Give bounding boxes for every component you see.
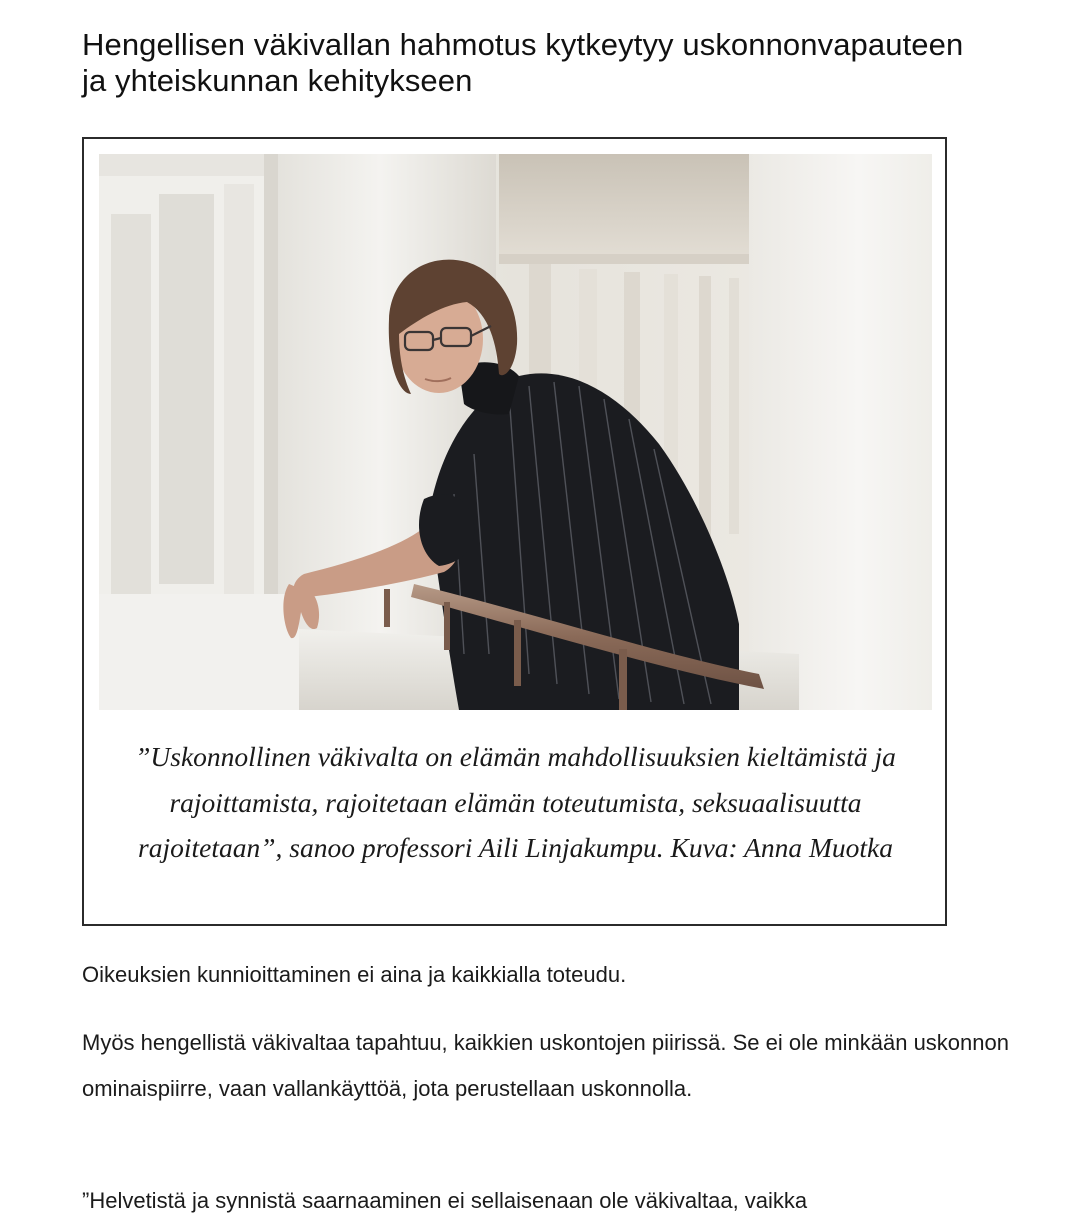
- portrait-photo-illustration: [99, 154, 932, 710]
- figure-caption: ”Uskonnollinen väkivalta on elämän mahdollisuuksien kieltämistä ja rajoittamista, rajoitetaan elämän toteutumista, seksuaalisuutta rajoitetaan”, sanoo professori Aili Linjakumpu. Kuva: Anna Muotka: [135, 741, 896, 863]
- article-photo: [99, 154, 932, 710]
- article-headline: Hengellisen väkivallan hahmotus kytkeytyy uskonnonvapauteen ja yhteiskunnan kehitykseen: [82, 27, 964, 98]
- article-figure: [82, 137, 947, 926]
- article-paragraph: Myös hengellistä väkivaltaa tapahtuu, kaikkien uskontojen piirissä. Se ei ole minkään uskonnon ominaispiirre, vaan vallankäyttöä, jota perustellaan uskonnolla.: [82, 1030, 1009, 1101]
- article-paragraph: Oikeuksien kunnioittaminen ei aina ja kaikkialla toteudu.: [82, 962, 627, 987]
- article-paragraph: ”Helvetistä ja synnistä saarnaaminen ei sellaisenaan ole väkivaltaa, vaikka: [82, 1188, 808, 1213]
